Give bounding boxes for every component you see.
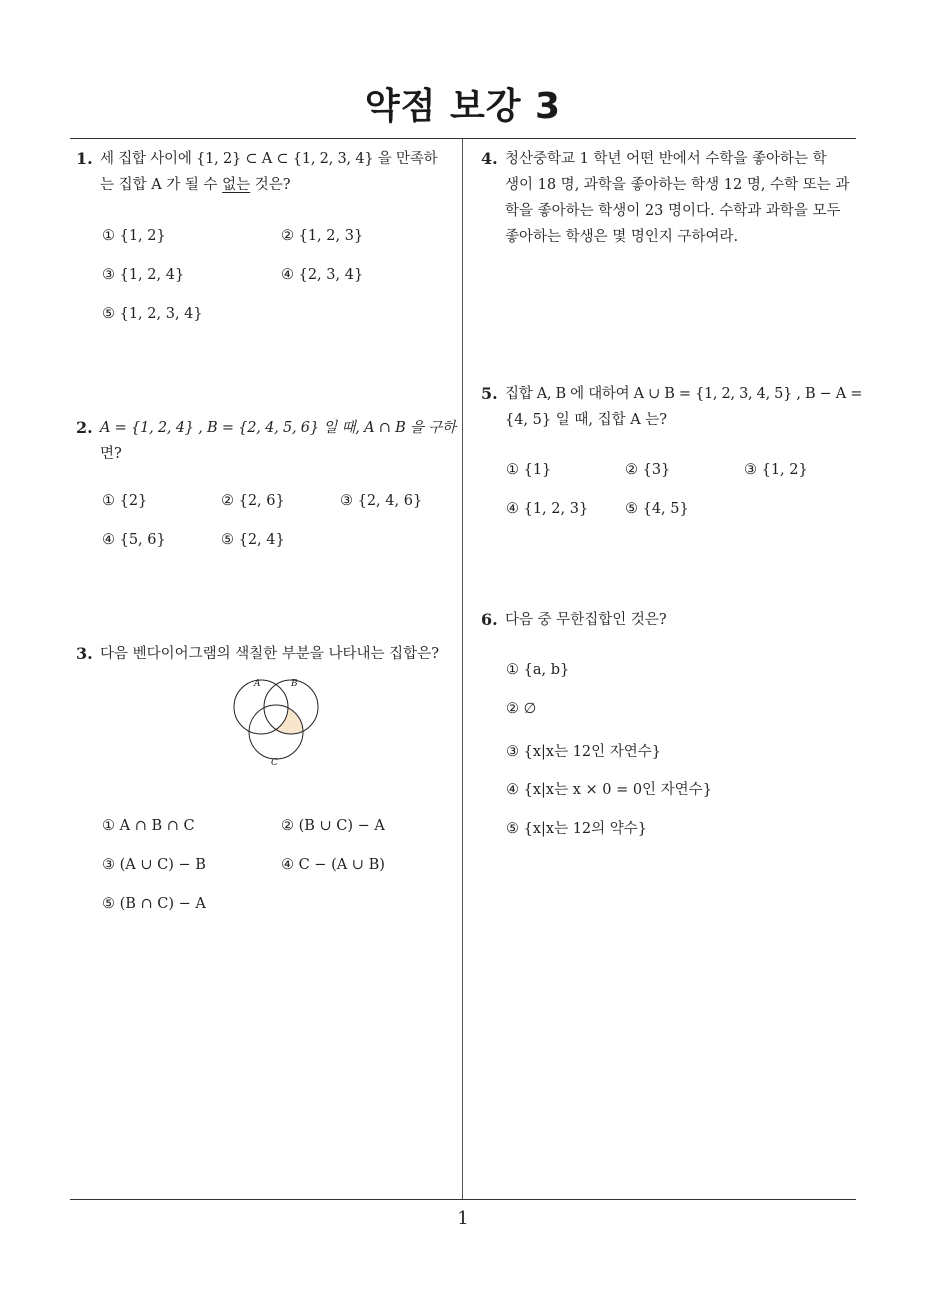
question-6-option-1[interactable]: ① {a, b} — [506, 662, 570, 678]
question-1-option-1[interactable]: ① {1, 2} — [102, 228, 166, 244]
question-6-line-1: 다음 중 무한집합인 것은? — [505, 612, 667, 628]
emphasis-underline: 없는 — [222, 177, 251, 193]
question-5-option-1[interactable]: ① {1} — [506, 462, 552, 478]
venn-label-b: B — [291, 679, 298, 689]
venn-label-c: C — [271, 758, 278, 768]
question-3-number: 3. — [76, 644, 93, 663]
question-5-option-3[interactable]: ③ {1, 2} — [744, 462, 808, 478]
bottom-rule — [70, 1199, 856, 1200]
question-5-line-2: {4, 5} 일 때, 집합 A 는? — [505, 412, 668, 428]
question-2-option-1[interactable]: ① {2} — [102, 493, 148, 509]
question-6-number: 6. — [481, 610, 498, 629]
venn-diagram — [230, 675, 330, 770]
question-4-line-3: 학을 좋아하는 학생이 23 명이다. 수학과 과학을 모두 — [505, 203, 841, 219]
page-number: 1 — [457, 1208, 469, 1229]
question-1-option-4[interactable]: ④ {2, 3, 4} — [281, 267, 364, 283]
question-1-option-3[interactable]: ③ {1, 2, 4} — [102, 267, 185, 283]
question-2-option-2[interactable]: ② {2, 6} — [221, 493, 285, 509]
question-3-stem — [76, 641, 458, 667]
question-2-number: 2. — [76, 418, 93, 437]
question-5-line-1: 집합 A, B 에 대하여 A ∪ B = {1, 2, 3, 4, 5} , B − A = — [505, 386, 863, 402]
question-2 — [76, 415, 458, 467]
question-3-option-1[interactable]: ① A ∩ B ∩ C — [102, 818, 195, 834]
venn-label-a: A — [254, 679, 261, 689]
column-divider — [462, 139, 463, 1199]
question-6-stem — [481, 607, 863, 633]
question-4-line-1: 청산중학교 1 학년 어떤 반에서 수학을 좋아하는 학 — [505, 151, 827, 167]
question-5-option-2[interactable]: ② {3} — [625, 462, 671, 478]
question-4-line-2: 생이 18 명, 과학을 좋아하는 학생 12 명, 수학 또는 과 — [505, 177, 850, 193]
question-5 — [481, 381, 863, 433]
question-1-number: 1. — [76, 149, 93, 168]
question-6-option-4[interactable]: ④ {x|x는 x × 0 = 0인 자연수} — [506, 782, 712, 798]
question-2-option-5[interactable]: ⑤ {2, 4} — [221, 532, 285, 548]
question-3-option-2[interactable]: ② (B ∪ C) − A — [281, 818, 385, 834]
question-6-option-3[interactable]: ③ {x|x는 12인 자연수} — [506, 744, 662, 760]
question-2-line-1: A = {1, 2, 4} , B = {2, 4, 5, 6} 일 때, A ∩ B 을 구하 — [100, 420, 456, 436]
question-2-line-2: 면? — [100, 446, 122, 462]
question-1 — [76, 146, 458, 198]
question-3-option-4[interactable]: ④ C − (A ∪ B) — [281, 857, 385, 873]
question-4 — [481, 146, 863, 250]
question-1-line-1: 세 집합 사이에 {1, 2} ⊂ A ⊂ {1, 2, 3, 4} 을 만족하 — [100, 151, 438, 167]
question-1-option-5[interactable]: ⑤ {1, 2, 3, 4} — [102, 306, 203, 322]
question-6-option-2[interactable]: ② ∅ — [506, 701, 537, 717]
page-title: 약점 보강 3 — [364, 86, 562, 127]
question-1-stem — [76, 146, 458, 198]
question-2-stem — [76, 415, 458, 467]
question-3-option-5[interactable]: ⑤ (B ∩ C) − A — [102, 896, 206, 912]
question-5-option-4[interactable]: ④ {1, 2, 3} — [506, 501, 589, 517]
question-2-option-3[interactable]: ③ {2, 4, 6} — [340, 493, 423, 509]
question-5-option-5[interactable]: ⑤ {4, 5} — [625, 501, 689, 517]
question-5-number: 5. — [481, 384, 498, 403]
question-1-line-2: 는 집합 A 가 될 수 없는 것은? — [100, 177, 291, 193]
question-4-stem — [481, 146, 863, 250]
question-4-line-4: 좋아하는 학생은 몇 명인지 구하여라. — [505, 229, 739, 245]
question-2-option-4[interactable]: ④ {5, 6} — [102, 532, 166, 548]
question-4-number: 4. — [481, 149, 498, 168]
question-5-stem — [481, 381, 863, 433]
question-6-option-5[interactable]: ⑤ {x|x는 12의 약수} — [506, 821, 647, 837]
question-6 — [481, 607, 863, 633]
question-3 — [76, 641, 458, 667]
question-3-line-1: 다음 벤다이어그램의 색칠한 부분을 나타내는 집합은? — [100, 646, 439, 662]
question-3-option-3[interactable]: ③ (A ∪ C) − B — [102, 857, 206, 873]
question-1-option-2[interactable]: ② {1, 2, 3} — [281, 228, 364, 244]
top-rule — [70, 138, 856, 139]
